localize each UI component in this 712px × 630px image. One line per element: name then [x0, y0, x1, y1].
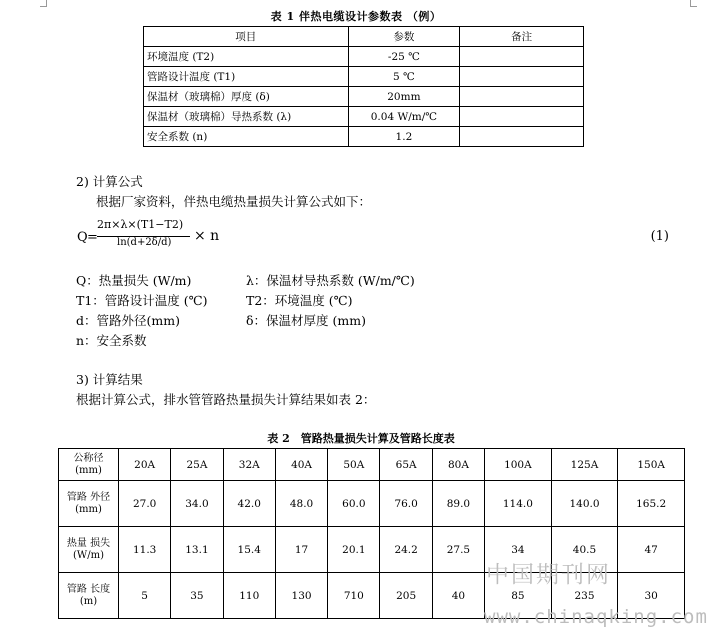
table-cell: 管路设计温度 (T1): [144, 67, 349, 87]
table-cell: 13.1: [171, 527, 223, 573]
table-cell: 50A: [328, 449, 380, 481]
table-cell: [460, 47, 584, 67]
table-cell: 20.1: [328, 527, 380, 573]
row-header-cell: 管路 长度 (m): [59, 573, 119, 619]
watermark-cn: 中国期刊网: [486, 562, 611, 588]
row-header-cell: 管路 外径 (mm): [59, 481, 119, 527]
table-cell: 114.0: [485, 481, 552, 527]
table-cell: 5 ℃: [348, 67, 460, 87]
table-cell: 130: [275, 573, 327, 619]
table-cell: 27.5: [432, 527, 484, 573]
table-cell: 48.0: [275, 481, 327, 527]
table-header-cell: 备注: [460, 27, 584, 47]
table-cell: 1.2: [348, 127, 460, 147]
table-cell: 安全系数 (n): [144, 127, 349, 147]
table-cell: 0.04 W/m/℃: [348, 107, 460, 127]
table-cell: 11.3: [119, 527, 171, 573]
formula-q: Q: [77, 230, 88, 245]
table-cell: 89.0: [432, 481, 484, 527]
table-header-cell: 参数: [348, 27, 460, 47]
table1-caption: 表 1 伴热电缆设计参数表 （例）: [270, 10, 442, 23]
table-cell: 27.0: [119, 481, 171, 527]
definition-t1: T1：管路设计温度 (℃): [76, 293, 208, 308]
equation-number: (1): [650, 229, 669, 244]
table-cell: 47: [618, 527, 685, 573]
section3-heading: 3) 计算结果: [76, 372, 143, 387]
table-cell: 30: [618, 573, 685, 619]
heat-loss-formula: [77, 218, 277, 258]
table-cell: 205: [380, 573, 432, 619]
section3-intro: 根据计算公式，排水管管路热量损失计算结果如表 2：: [76, 392, 376, 407]
table-cell: 125A: [551, 449, 618, 481]
corner-mark-top-right: [690, 0, 697, 7]
table-cell: 40A: [275, 449, 327, 481]
table-cell: 25A: [171, 449, 223, 481]
table-cell: 100A: [485, 449, 552, 481]
definition-q: Q：热量损失 (W/m): [76, 273, 192, 288]
table-header-cell: 项目: [144, 27, 349, 47]
table-row: [144, 47, 584, 67]
table-cell: 5: [119, 573, 171, 619]
table-cell: -25 ℃: [348, 47, 460, 67]
design-parameter-table: [143, 26, 584, 147]
definition-t2: T2：环境温度 (℃): [246, 293, 353, 308]
section2-intro: 根据厂家资料，伴热电缆热量损失计算公式如下：: [96, 194, 372, 209]
table-cell: 32A: [223, 449, 275, 481]
row-header-cell: 公称径 (mm): [59, 449, 119, 481]
table-cell: 环境温度 (T2): [144, 47, 349, 67]
table-cell: 40.5: [551, 527, 618, 573]
table-cell: 76.0: [380, 481, 432, 527]
formula-times-n: × n: [194, 228, 220, 244]
table-cell: 35: [171, 573, 223, 619]
table-cell: 40: [432, 573, 484, 619]
table-header-row: [144, 27, 584, 47]
table-cell: 60.0: [328, 481, 380, 527]
table-cell: 85: [485, 573, 552, 619]
table-cell: 20mm: [348, 87, 460, 107]
pipe-heat-loss-table: [58, 448, 685, 619]
table-cell: 710: [328, 573, 380, 619]
table-cell: 42.0: [223, 481, 275, 527]
table-cell: 235: [551, 573, 618, 619]
table-row: [144, 87, 584, 107]
table-cell: 34: [485, 527, 552, 573]
definition-d: d：管路外径(mm): [76, 313, 180, 328]
table-cell: 34.0: [171, 481, 223, 527]
table-cell: 110: [223, 573, 275, 619]
definition-n: n：安全系数: [76, 333, 147, 348]
formula-equals: =: [87, 230, 98, 245]
formula-denominator: ln(d+2δ/d): [117, 237, 172, 248]
table-cell: 140.0: [551, 481, 618, 527]
section2-heading: 2) 计算公式: [76, 174, 143, 189]
table-row-outer-diameter: [59, 481, 685, 527]
watermark-url: www.chinaqking.com: [484, 606, 708, 628]
formula-numerator: 2π×λ×(T1−T2): [97, 218, 184, 231]
table-cell: 保温材（玻璃棉）导热系数 (λ): [144, 107, 349, 127]
definition-lambda: λ：保温材导热系数 (W/m/℃): [246, 273, 415, 288]
table-row-nominal-diameter: [59, 449, 685, 481]
table-row: [144, 67, 584, 87]
table-cell: 保温材（玻璃棉）厚度 (δ): [144, 87, 349, 107]
table-cell: [460, 127, 584, 147]
table-cell: 65A: [380, 449, 432, 481]
table-cell: [460, 87, 584, 107]
corner-mark-top-left: [40, 0, 47, 7]
table-cell: [460, 107, 584, 127]
table-cell: 15.4: [223, 527, 275, 573]
table2-caption: 表 2 管路热量损失计算及管路长度表: [267, 432, 455, 445]
table-cell: 24.2: [380, 527, 432, 573]
table-cell: 20A: [119, 449, 171, 481]
definition-delta: δ：保温材厚度 (mm): [246, 313, 366, 328]
table-cell: 165.2: [618, 481, 685, 527]
table-cell: [460, 67, 584, 87]
table-row: [144, 107, 584, 127]
table-row: [144, 127, 584, 147]
table-cell: 17: [275, 527, 327, 573]
table-cell: 150A: [618, 449, 685, 481]
table-cell: 80A: [432, 449, 484, 481]
row-header-cell: 热量 损失 (W/m): [59, 527, 119, 573]
